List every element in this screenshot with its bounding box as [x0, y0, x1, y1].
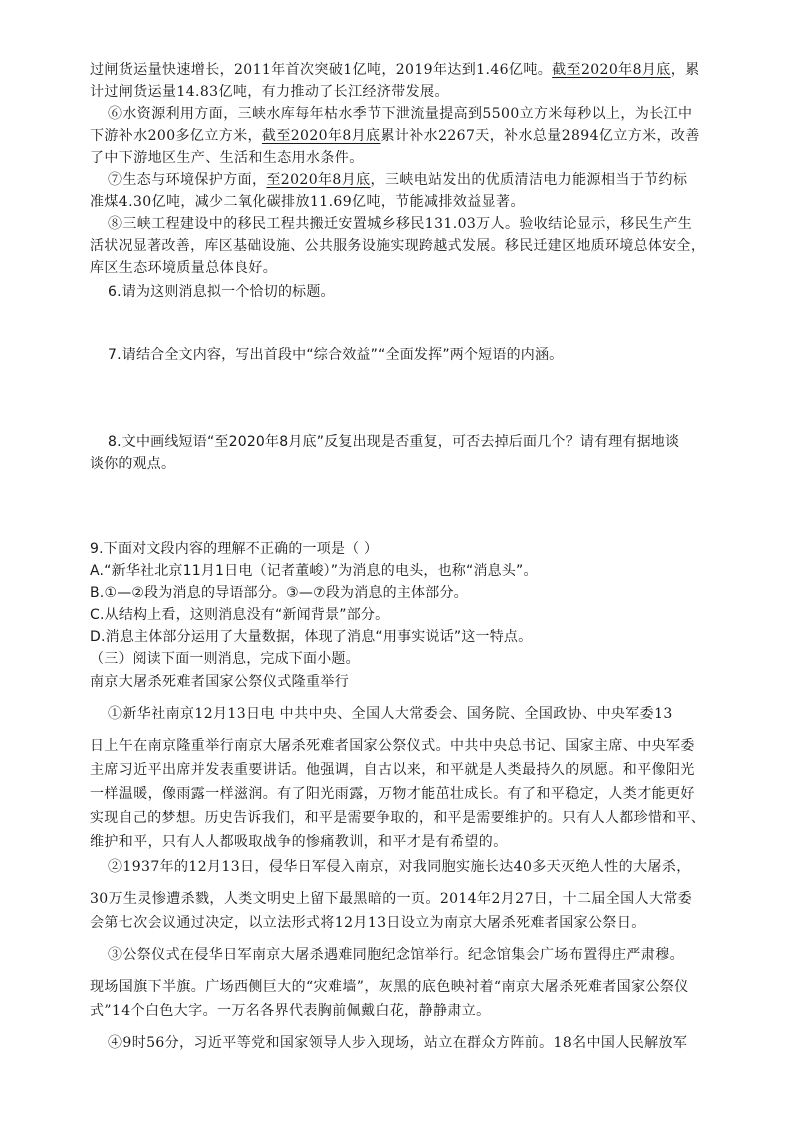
underlined-phrase: 截至2020年8月底: [261, 128, 381, 144]
text-line-p3b: [90, 977, 689, 997]
text-segment: ⑦生态与环境保护方面，: [108, 172, 267, 188]
text-line-p4a: [108, 1033, 687, 1053]
text-line-l4: [90, 126, 700, 146]
text-line-l8: [108, 214, 692, 234]
text-line-p1c: [90, 760, 695, 780]
text-segment: 30万生灵惨遭杀戮，人类文明史上留下最黑暗的一页。2014年2月27日，十二届全国人大常委: [90, 891, 693, 907]
text-segment: 一样温暖，像雨露一样滋润。有了阳光雨露，万物才能茁壮成长。有了和平稳定，人类才能更好: [90, 786, 695, 802]
text-segment: ，累: [670, 62, 700, 78]
text-segment: 下游补水200多亿立方米，: [90, 128, 262, 144]
underlined-phrase: 截至2020年8月底: [552, 62, 671, 78]
text-line-p1a: [108, 704, 673, 724]
text-line-q7: [108, 345, 563, 365]
text-line-l6: [108, 170, 687, 190]
text-segment: 计过闸货运量14.83亿吨，有力推动了长江经济带发展。: [90, 84, 449, 100]
text-line-p1d: [90, 784, 695, 804]
text-segment: ①新华社南京12月13日电 中共中央、全国人大常委会、国务院、全国政协、中央军委13: [108, 706, 673, 722]
text-line-l10: [90, 258, 277, 278]
underlined-phrase: 至2020年8月底: [266, 172, 371, 188]
text-segment: 现场国旗下半旗。广场西侧巨大的“灾难墙”，灰黑的底色映衬着“南京大屠杀死难者国家公祭仪: [90, 979, 689, 995]
text-line-l5: [90, 148, 364, 168]
text-segment: 过闸货运量快速增长，2011年首次突破1亿吨，2019年达到1.46亿吨。: [90, 62, 553, 78]
text-line-p2a: [108, 857, 691, 877]
text-segment: 活状况显著改善，库区基础设施、公共服务设施实现跨越式发展。移民迁建区地质环境总体安全，: [90, 238, 706, 254]
text-segment: 式”14个白色大字。一万名各界代表胸前佩戴白花，静静肃立。: [90, 1003, 491, 1019]
text-segment: ③公祭仪式在侵华日军南京大屠杀遇难同胞纪念馆举行。纪念馆集会广场布置得庄严肃穆。: [108, 947, 684, 963]
text-line-p1e: [90, 808, 705, 828]
text-line-q9b: [90, 583, 468, 603]
text-segment: 累计补水2267天，补水总量2894亿立方米，改善: [380, 128, 700, 144]
text-segment: 南京大屠杀死难者国家公祭仪式隆重举行: [90, 674, 350, 690]
text-segment: ⑥水资源利用方面，三峡水库每年枯水季节下泄流量提高到5500立方米每秒以上，为长江中: [108, 106, 693, 122]
text-segment: （三）阅读下面一则消息，完成下面小题。: [90, 651, 360, 667]
text-segment: 主席习近平出席并发表重要讲话。他强调，自古以来，和平就是人类最持久的夙愿。和平像阳光: [90, 762, 695, 778]
text-line-p3a: [108, 945, 684, 965]
text-segment: ，三峡电站发出的优质清洁电力能源相当于节约标: [370, 172, 688, 188]
text-segment: ⑧三峡工程建设中的移民工程共搬迁安置城乡移民131.03万人。验收结论显示，移民生产生: [108, 216, 693, 232]
text-line-q8a: [108, 432, 679, 452]
text-segment: 维护和平，只有人人都吸取战争的惨痛教训，和平才是有希望的。: [90, 834, 508, 850]
text-line-l9: [90, 236, 705, 256]
text-line-p2c: [90, 913, 646, 933]
text-segment: 实现自己的梦想。历史告诉我们，和平是需要争取的，和平是需要维护的。只有人人都珍惜和平、: [90, 810, 706, 826]
text-line-l1: [90, 60, 700, 80]
text-segment: 8.文中画线短语“至2020年8月底”反复出现是否重复，可否去掉后面几个？请有理有据地谈: [108, 434, 680, 450]
text-line-title: [90, 672, 349, 692]
text-line-q9: [90, 539, 378, 559]
text-segment: 日上午在南京隆重举行南京大屠杀死难者国家公祭仪式。中共中央总书记、国家主席、中央军委: [90, 738, 695, 754]
text-segment: A.“新华社北京11月1日电（记者董峻）”为消息的电头，也称“消息头”。: [90, 563, 538, 579]
text-line-q9c: [90, 605, 389, 625]
text-segment: D.消息主体部分运用了大量数据，体现了消息“用事实说话”这一特点。: [90, 629, 533, 645]
text-line-q6: [108, 282, 335, 302]
text-line-p1f: [90, 832, 508, 852]
text-segment: 准煤4.30亿吨，减少二氧化碳排放11.69亿吨，节能减排效益显著。: [90, 194, 525, 210]
text-segment: ②1937年的12月13日，侵华日军侵入南京，对我同胞实施长达40多天灭绝人性的大屠杀，: [108, 859, 691, 875]
text-segment: 7.请结合全文内容，写出首段中“综合效益”“全面发挥”两个短语的内涵。: [108, 347, 564, 363]
text-line-p3c: [90, 1001, 491, 1021]
text-line-l7: [90, 192, 525, 212]
text-segment: ④9时56分，习近平等党和国家领导人步入现场，站立在群众方阵前。18名中国人民解放军: [108, 1035, 688, 1051]
text-line-p2b: [90, 889, 692, 909]
text-segment: 谈你的观点。: [90, 456, 176, 472]
text-segment: C.从结构上看，这则消息没有“新闻背景”部分。: [90, 607, 390, 623]
text-segment: 库区生态环境质量总体良好。: [90, 260, 278, 276]
text-line-sec3: [90, 649, 360, 669]
text-segment: 会第七次会议通过决定，以立法形式将12月13日设立为南京大屠杀死难者国家公祭日。: [90, 915, 646, 931]
text-segment: B.①—②段为消息的导语部分。③—⑦段为消息的主体部分。: [90, 585, 468, 601]
text-line-q9d: [90, 627, 532, 647]
text-segment: 了中下游地区生产、生活和生态用水条件。: [90, 150, 364, 166]
text-segment: 9.下面对文段内容的理解不正确的一项是（ ）: [90, 541, 379, 557]
text-line-p1b: [90, 736, 695, 756]
text-line-l2: [90, 82, 449, 102]
text-line-l3: [108, 104, 692, 124]
text-line-q8b: [90, 454, 175, 474]
text-segment: 6.请为这则消息拟一个恰切的标题。: [108, 284, 335, 300]
text-line-q9a: [90, 561, 538, 581]
